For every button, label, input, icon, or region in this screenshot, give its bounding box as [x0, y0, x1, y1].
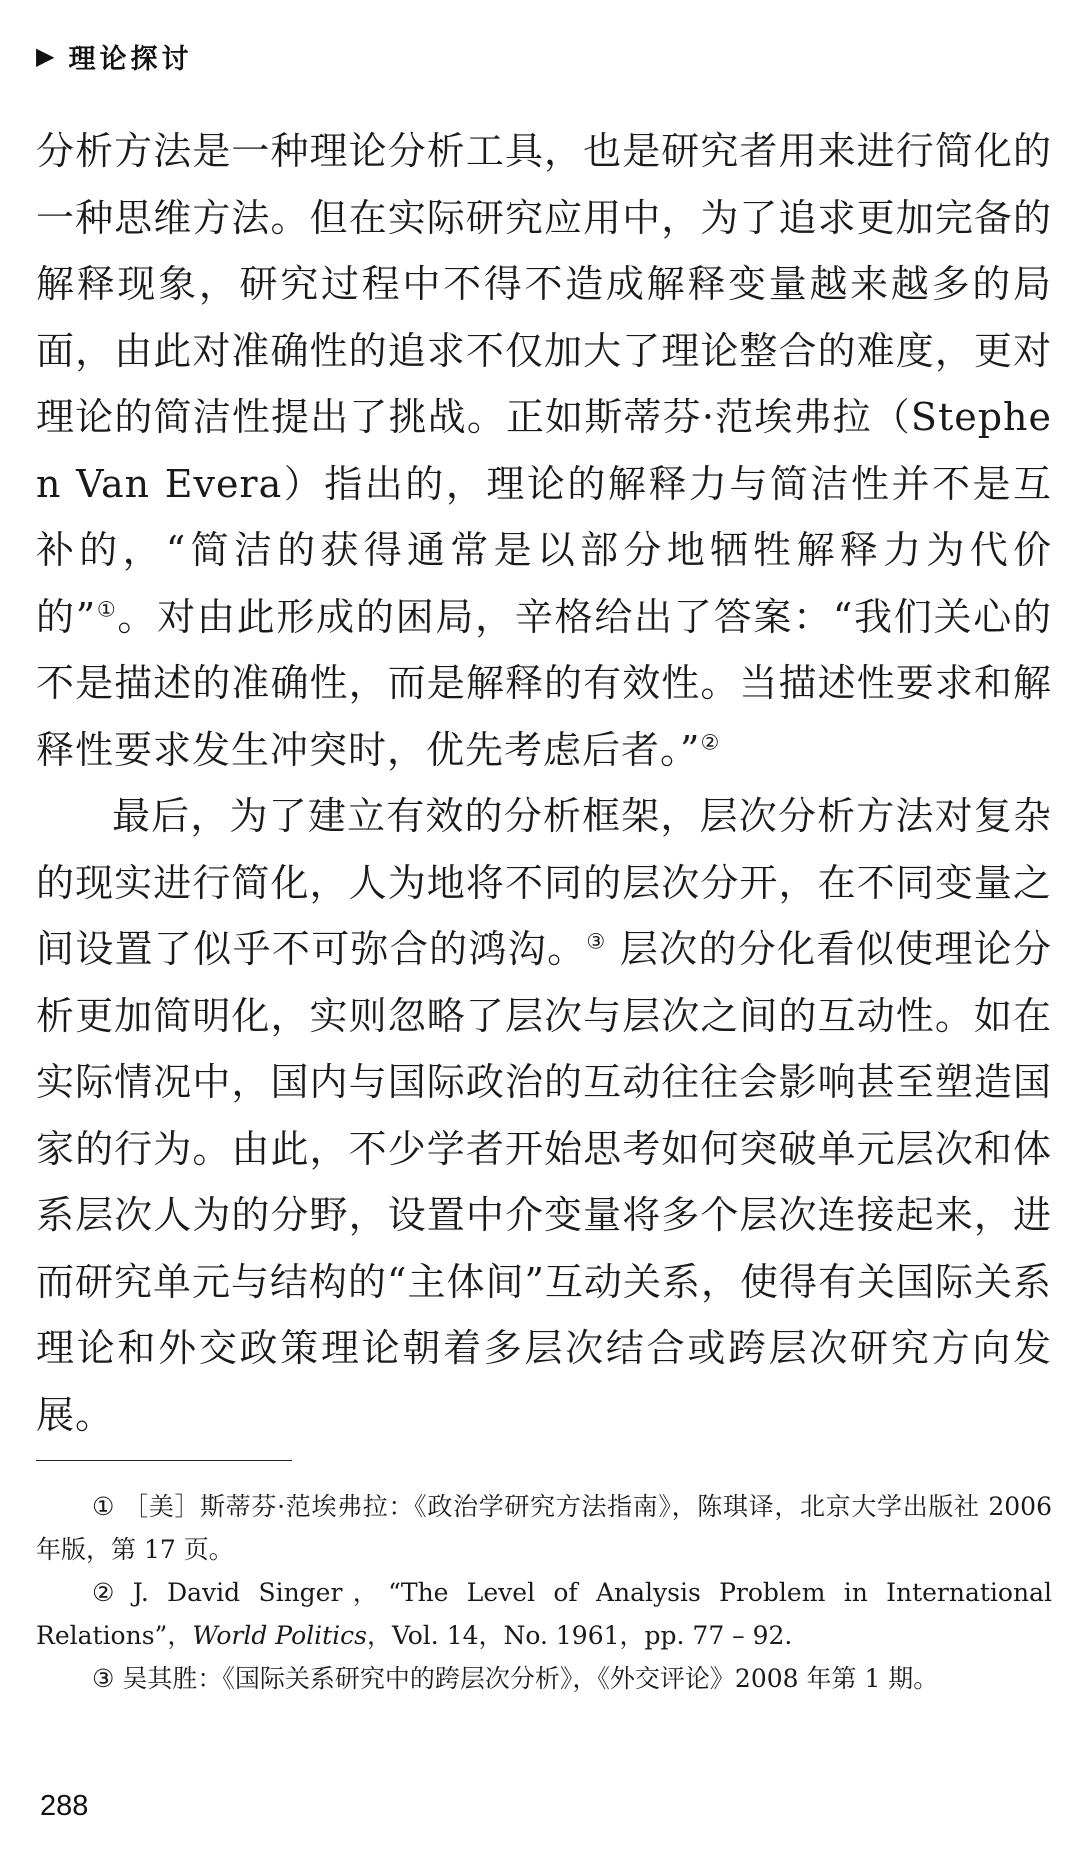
main-text	[36, 118, 1052, 1448]
section-title: 理论探讨	[68, 43, 193, 75]
page-number: 288	[40, 1790, 89, 1822]
footnote-ref-3[interactable]: ③	[586, 929, 607, 954]
paragraph-1-text-b: 。对由此形成的困局，辛格给出了答案：“我们关心的不是描述的准确性，而是解释的有效性。当描述性要求和解释性要求发生冲突时，优先考虑后者。”	[36, 594, 1053, 772]
running-header	[36, 36, 192, 76]
footnote-2-details: ，Vol. 14，No. 1961，pp. 77 – 92.	[367, 1621, 793, 1650]
footnote-divider	[36, 1460, 292, 1461]
paragraph-2-text-a: 最后，为了建立有效的分析框架，层次分析方法对复杂的现实进行简化，人为地将不同的层次分开，在不同变量之间设置了似乎不可弥合的鸿沟。	[36, 794, 1052, 971]
footnote-1-text: ［美］斯蒂芬·范埃弗拉：《政治学研究方法指南》，陈琪译，北京大学出版社 2006 年版，第 17 页。	[36, 1492, 1052, 1564]
footnote-1	[36, 1485, 1052, 1571]
triangle-arrow-icon: ▶	[36, 42, 55, 70]
paragraph-1-text-a: 分析方法是一种理论分析工具，也是研究者用来进行简化的一种思维方法。但在实际研究应用中，为了追求更加完备的解释现象，研究过程中不得不造成解释变量越来越多的局面，由此对准确性的追求不仅加大了理论整合的难度，更对理论的简洁性提出了挑战。正如斯蒂芬·范埃弗拉（Stephen Van Evera）指出的，理论的解释力与简洁性并不是互补的，“简洁的获得通常是以部分地牺牲解释力为代价的”	[36, 129, 1052, 639]
paragraph-2	[36, 783, 1052, 1448]
footnote-2	[36, 1571, 1052, 1657]
footnotes	[36, 1485, 1052, 1700]
footnote-3-text: 吴其胜：《国际关系研究中的跨层次分析》，《外交评论》2008 年第 1 期。	[122, 1664, 939, 1693]
footnote-2-marker: ②	[92, 1578, 125, 1607]
footnote-1-marker: ①	[92, 1492, 116, 1521]
footnote-3	[36, 1657, 1052, 1700]
paragraph-1	[36, 118, 1052, 783]
footnote-2-journal: World Politics	[192, 1621, 367, 1650]
footnote-ref-2[interactable]: ②	[700, 729, 721, 754]
footnote-3-marker: ③	[92, 1664, 115, 1693]
footnote-ref-1[interactable]: ①	[96, 596, 118, 621]
paragraph-2-text-b: 层次的分化看似使理论分析更加简明化，实则忽略了层次与层次之间的互动性。如在实际情况中，国内与国际政治的互动往往会影响甚至塑造国家的行为。由此，不少学者开始思考如何突破单元层次和体系层次人为的分野，设置中介变量将多个层次连接起来，进而研究单元与结构的“主体间”互动关系，使得有关国际关系理论和外交政策理论朝着多层次结合或跨层次研究方向发展。	[36, 927, 1052, 1437]
footnote-2-text: J. David Singer，“The Level of Analysis Problem in International Relations”，	[36, 1578, 1052, 1650]
